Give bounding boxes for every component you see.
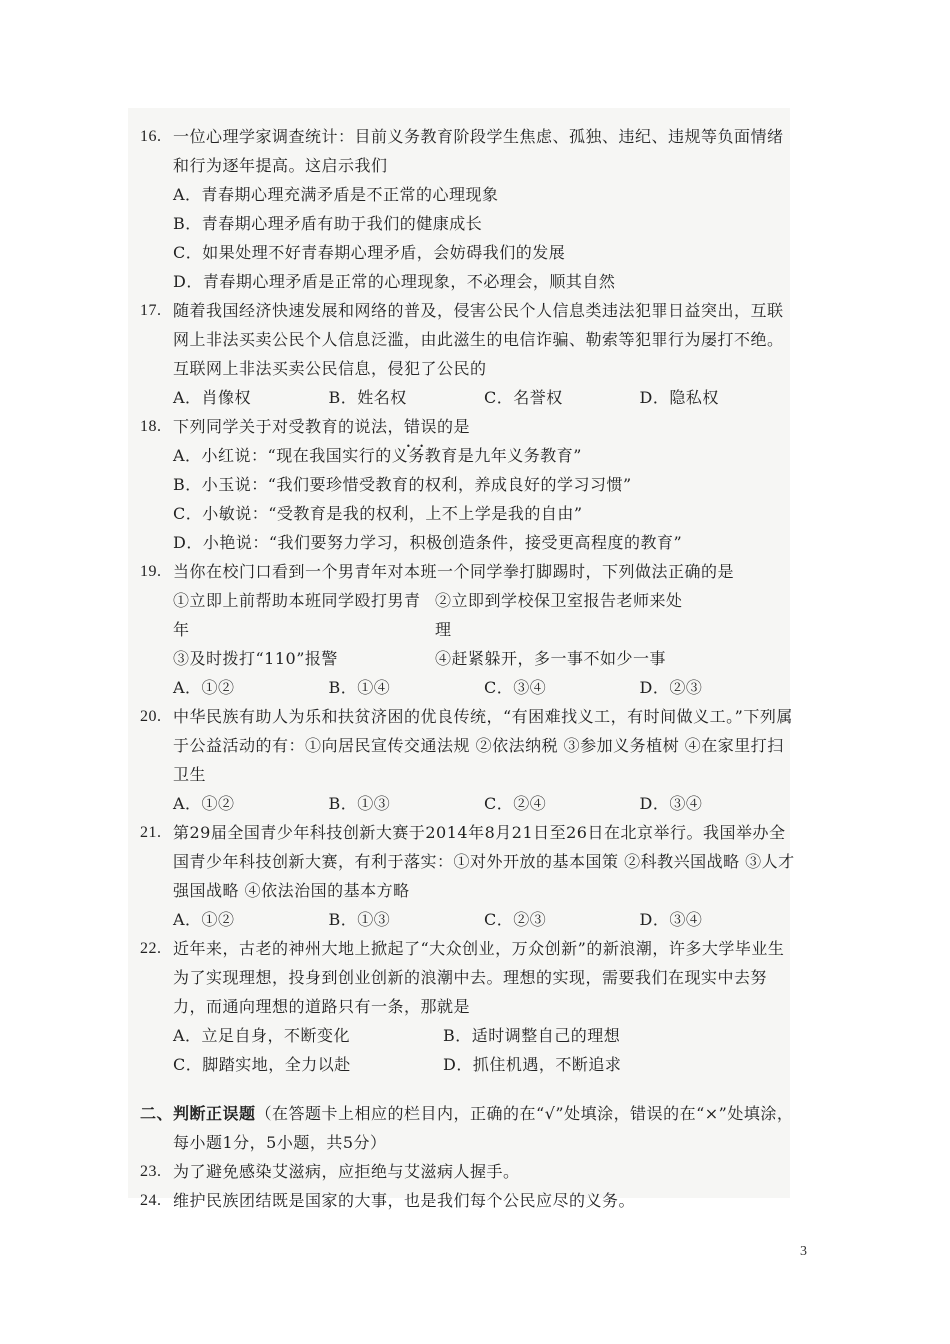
option-d: D．③④: [639, 910, 703, 929]
option-c: C．如果处理不好青春期心理矛盾，会妨碍我们的发展: [173, 243, 566, 262]
question-stem: 随着我国经济快速发展和网络的普及，侵害公民个人信息类违法犯罪日益突出，互联网上非法买卖公民个人信息泛滥，由此滋生的电信诈骗、勒索等犯罪行为屡打不绝。互联网上非法买卖公民信息，侵犯了公民的: [173, 301, 784, 378]
question-23: [140, 1157, 795, 1186]
option-b: B．①④: [328, 678, 391, 697]
option-c: C．②③: [484, 910, 547, 929]
item-3: ③及时拨打“110”报警: [173, 649, 338, 668]
option-c: C．②④: [484, 794, 547, 813]
option-b: B．适时调整自己的理想: [443, 1026, 621, 1045]
option-a: A．小红说：“现在我国实行的义务教育是九年义务教育”: [173, 446, 582, 465]
page-number: 3: [800, 1244, 807, 1259]
option-d: D．②③: [639, 678, 703, 697]
question-stem: 当你在校门口看到一个男青年对本班一个同学拳打脚踢时，下列做法正确的是: [173, 562, 735, 581]
option-c: C．名誉权: [484, 388, 563, 407]
section-number: 二、: [140, 1104, 174, 1123]
stem-text: 的是: [437, 417, 471, 436]
item-4: ④赶紧躲开，多一事不如少一事: [435, 649, 667, 668]
options-row: [140, 789, 795, 818]
section-title: 判断正误题: [173, 1104, 256, 1123]
stem-text: 下列同学关于对受教育的说法，: [173, 417, 405, 436]
question-stem: [173, 412, 795, 441]
question-number: 16.: [140, 128, 162, 145]
option-a: A．青春期心理充满矛盾是不正常的心理现象: [173, 185, 499, 204]
exam-content: [140, 122, 795, 1215]
question-number: 17.: [140, 302, 162, 319]
options-row: [140, 1050, 795, 1079]
question-number: 18.: [140, 418, 162, 435]
question-number: 24.: [140, 1192, 162, 1209]
option-b: B．①③: [328, 794, 391, 813]
option-c: C．脚踏实地，全力以赴: [173, 1055, 351, 1074]
item-2: ②立即到学校保卫室报告老师来处理: [435, 591, 683, 639]
option-a: A．①②: [173, 678, 235, 697]
items-row: [140, 644, 795, 673]
option-b: B．小玉说：“我们要珍惜受教育的权利，养成良好的学习习惯”: [173, 475, 632, 494]
question-stem: 维护民族团结既是国家的大事，也是我们每个公民应尽的义务。: [173, 1191, 636, 1210]
question-stem: 第29届全国青少年科技创新大赛于2014年8月21日至26日在北京举行。我国举办全国青少年科技创新大赛，有利于落实：①对外开放的基本国策 ②科教兴国战略 ③人才强国战略 ④依法治国的基本方略: [173, 823, 795, 900]
options-row: [140, 673, 795, 702]
option-c: C．小敏说：“受教育是我的权利，上不上学是我的自由”: [173, 504, 583, 523]
option-b: B．青春期心理矛盾有助于我们的健康成长: [173, 214, 483, 233]
question-21: [140, 818, 795, 905]
question-number: 19.: [140, 563, 162, 580]
items-row: [140, 586, 795, 644]
options-row: [140, 1021, 795, 1050]
option-d: D．小艳说：“我们要努力学习，积极创造条件，接受更高程度的教育”: [173, 533, 683, 552]
option-d: D．青春期心理矛盾是正常的心理现象，不必理会，顺其自然: [173, 272, 616, 291]
question-stem: 一位心理学家调查统计：目前义务教育阶段学生焦虑、孤独、违纪、违规等负面情绪和行为逐年提高。这启示我们: [173, 127, 784, 175]
question-17: [140, 296, 795, 383]
option-b: B．①③: [328, 910, 391, 929]
question-number: 22.: [140, 940, 162, 957]
question-stem: 近年来，古老的神州大地上掀起了“大众创业，万众创新”的新浪潮，许多大学毕业生为了实现理想，投身到创业创新的浪潮中去。理想的实现，需要我们在现实中去努力，而通向理想的道路只有一条，那就是: [173, 939, 785, 1016]
options-row: [140, 905, 795, 934]
option-a: A．①②: [173, 910, 235, 929]
option-a: A．立足自身，不断变化: [173, 1026, 351, 1045]
question-stem: 为了避免感染艾滋病，应拒绝与艾滋病人握手。: [173, 1162, 520, 1181]
question-number: 20.: [140, 708, 162, 725]
question-20: [140, 702, 795, 789]
option-a: A．肖像权: [173, 388, 252, 407]
question-16: [140, 122, 795, 180]
question-22: [140, 934, 795, 1021]
question-number: 23.: [140, 1163, 162, 1180]
question-number: 21.: [140, 824, 162, 841]
question-18: [140, 412, 795, 441]
option-c: C．③④: [484, 678, 547, 697]
option-a: A．①②: [173, 794, 235, 813]
question-19: [140, 557, 795, 586]
options-row: [140, 383, 795, 412]
option-d: D．抓住机遇，不断追求: [443, 1055, 622, 1074]
option-d: D．③④: [639, 794, 703, 813]
option-d: D．隐私权: [639, 388, 719, 407]
option-b: B．姓名权: [328, 388, 407, 407]
question-24: [140, 1186, 795, 1215]
section-instructions: （在答题卡上相应的栏目内，正确的在“√”处填涂，错误的在“×”处填涂，每小题1分，5小题，共5分）: [173, 1104, 794, 1152]
item-1: ①立即上前帮助本班同学殴打男青年: [173, 591, 421, 639]
question-stem: 中华民族有助人为乐和扶贫济困的优良传统，“有困难找义工，有时间做义工。”下列属于公益活动的有：①向居民宣传交通法规 ②依法纳税 ③参加义务植树 ④在家里打扫卫生: [173, 707, 793, 784]
section-heading: [140, 1099, 795, 1157]
emphasized-word: 错误 • •: [404, 417, 437, 436]
